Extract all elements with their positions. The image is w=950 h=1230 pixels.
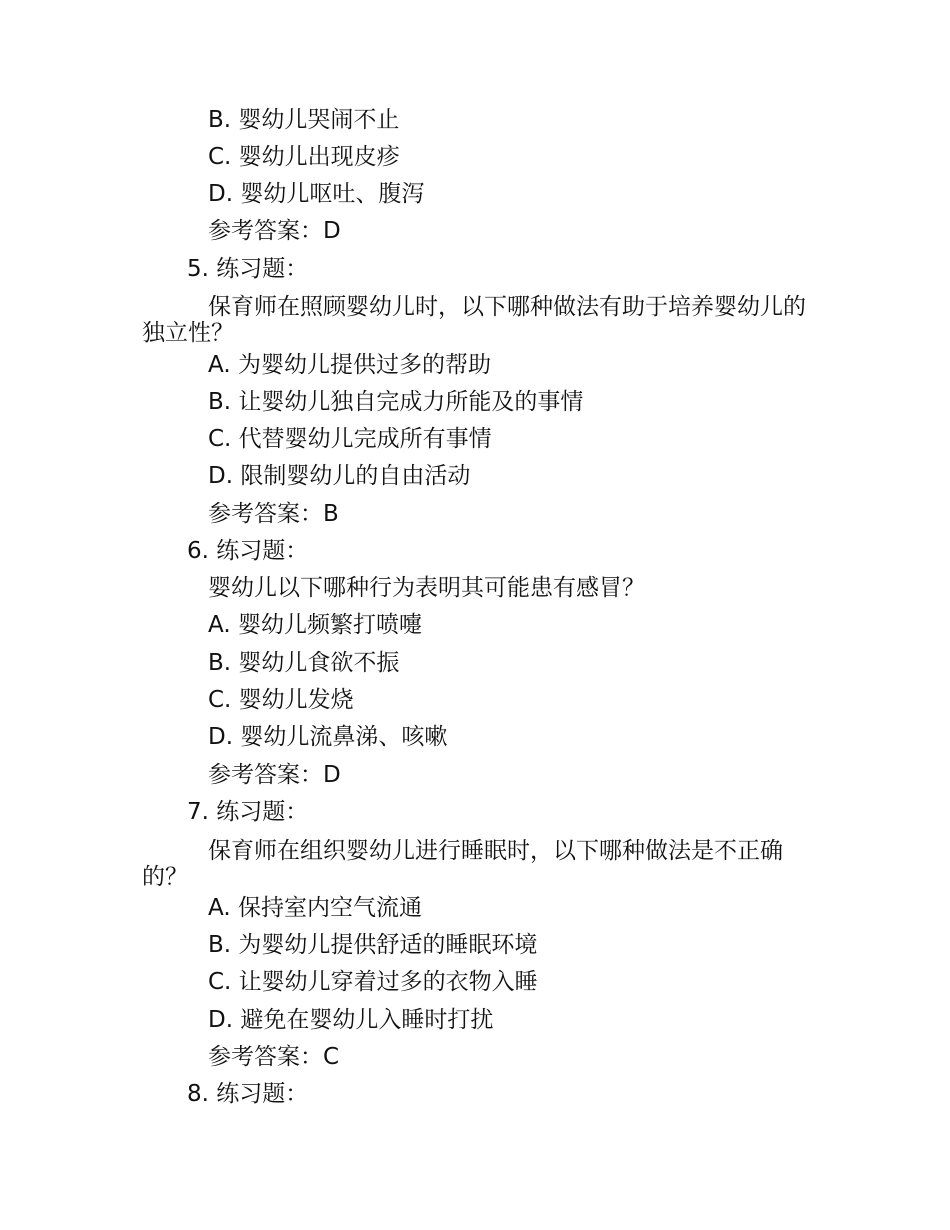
q5-option-d: D. 限制婴幼儿的自由活动 — [208, 463, 471, 489]
q8-heading: 8. 练习题： — [187, 1081, 309, 1107]
q6-option-c: C. 婴幼儿发烧 — [208, 687, 354, 713]
q4-option-d: D. 婴幼儿呕吐、腹泻 — [208, 181, 425, 207]
q7-answer: 参考答案：C — [208, 1044, 340, 1070]
q4-answer: 参考答案：D — [208, 218, 341, 244]
q6-stem: 婴幼儿以下哪种行为表明其可能患有感冒？ — [208, 575, 645, 601]
q6-option-a: A. 婴幼儿频繁打喷嚏 — [208, 612, 422, 638]
q6-option-d: D. 婴幼儿流鼻涕、咳嗽 — [208, 724, 448, 750]
q7-option-a: A. 保持室内空气流通 — [208, 895, 422, 921]
q4-option-c: C. 婴幼儿出现皮疹 — [208, 144, 400, 170]
q5-answer: 参考答案：B — [208, 501, 339, 527]
q6-answer: 参考答案：D — [208, 762, 341, 788]
q5-option-c: C. 代替婴幼儿完成所有事情 — [208, 426, 492, 452]
q7-stem: 保育师在组织婴幼儿进行睡眠时，以下哪种做法是不正确的？ — [142, 838, 783, 890]
q7-option-d: D. 避免在婴幼儿入睡时打扰 — [208, 1007, 494, 1033]
q7-option-b: B. 为婴幼儿提供舒适的睡眠环境 — [208, 932, 538, 958]
q5-option-b: B. 让婴幼儿独自完成力所能及的事情 — [208, 389, 584, 415]
q6-option-b: B. 婴幼儿食欲不振 — [208, 650, 400, 676]
q5-option-a: A. 为婴幼儿提供过多的帮助 — [208, 352, 491, 378]
q7-option-c: C. 让婴幼儿穿着过多的衣物入睡 — [208, 969, 538, 995]
q5-heading: 5. 练习题： — [187, 256, 309, 282]
q7-heading: 7. 练习题： — [187, 799, 309, 825]
q6-heading: 6. 练习题： — [187, 538, 309, 564]
q5-stem: 保育师在照顾婴幼儿时，以下哪种做法有助于培养婴幼儿的独立性？ — [142, 294, 806, 346]
q4-option-b: B. 婴幼儿哭闹不止 — [208, 107, 400, 133]
